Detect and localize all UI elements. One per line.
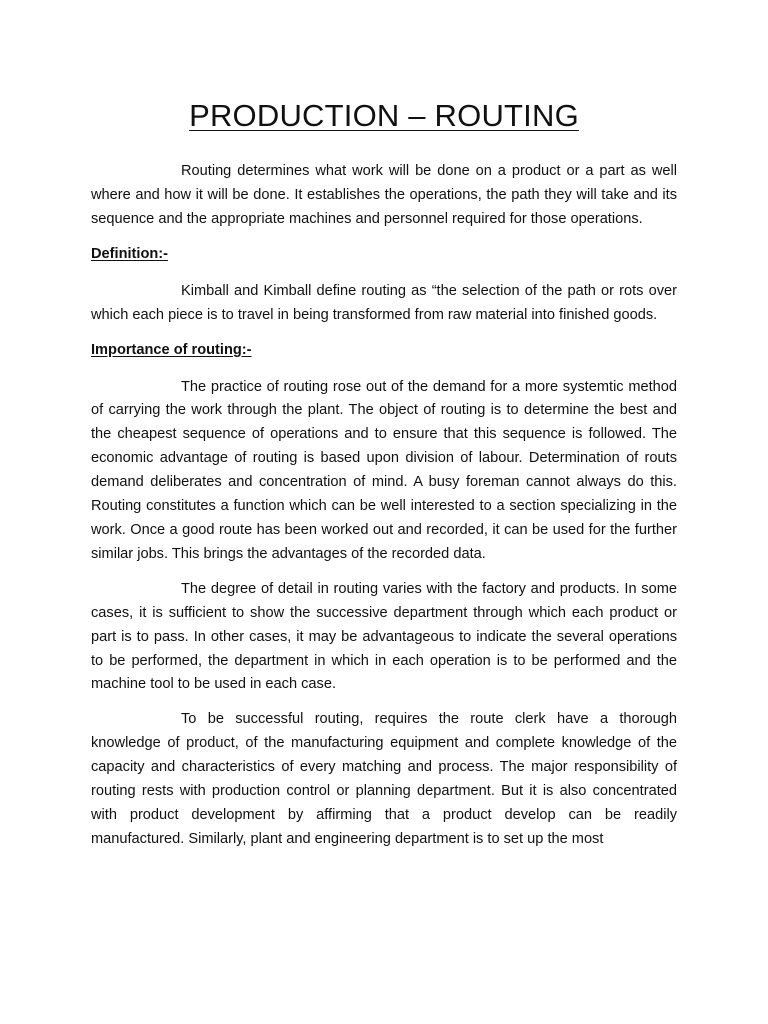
importance-heading: Importance of routing:-: [91, 341, 252, 358]
document-title: PRODUCTION – ROUTING: [189, 98, 579, 133]
definition-paragraph: Kimball and Kimball define routing as “the selection of the path or rots over which each piece is to travel in being transformed from raw material into finished goods.: [91, 282, 677, 323]
importance-paragraph-1: The practice of routing rose out of the demand for a more systemtic method of carrying the work through the plant. The object of routing is to determine the best and the cheapest sequence of operations and to ensure that this sequence is followed. The economic advantage of routing is based upon division of labour. Determination of routs demand deliberates and concentration of mind. A busy foreman cannot always do this. Routing constitutes a function which can be well interested to a section specializing in the work. Once a good route has been worked out and recorded, it can be used for the further similar jobs. This brings the advantages of the recorded data.: [91, 378, 677, 562]
importance-paragraph-3: To be successful routing, requires the route clerk have a thorough knowledge of product, of the manufacturing equipment and complete knowledge of the capacity and characteristics of every matching and process. The major responsibility of routing rests with production control or planning department. But it is also concentrated with product development by affirming that a product develop can be readily manufactured. Similarly, plant and engineering department is to set up the most: [91, 711, 677, 847]
intro-paragraph: Routing determines what work will be done on a product or a part as well where and how it will be done. It establishes the operations, the path they will take and its sequence and the appropriate machines and personnel required for those operations.: [91, 163, 677, 227]
definition-heading: Definition:-: [91, 245, 169, 262]
importance-paragraph-2: The degree of detail in routing varies with the factory and products. In some cases, it is sufficient to show the successive department through which each product or part is to pass. In other cases, it may be advantageous to indicate the several operations to be performed, the department in which in each operation is to be performed and the machine tool to be used in each case.: [91, 580, 677, 693]
document-page: [91, 94, 677, 863]
